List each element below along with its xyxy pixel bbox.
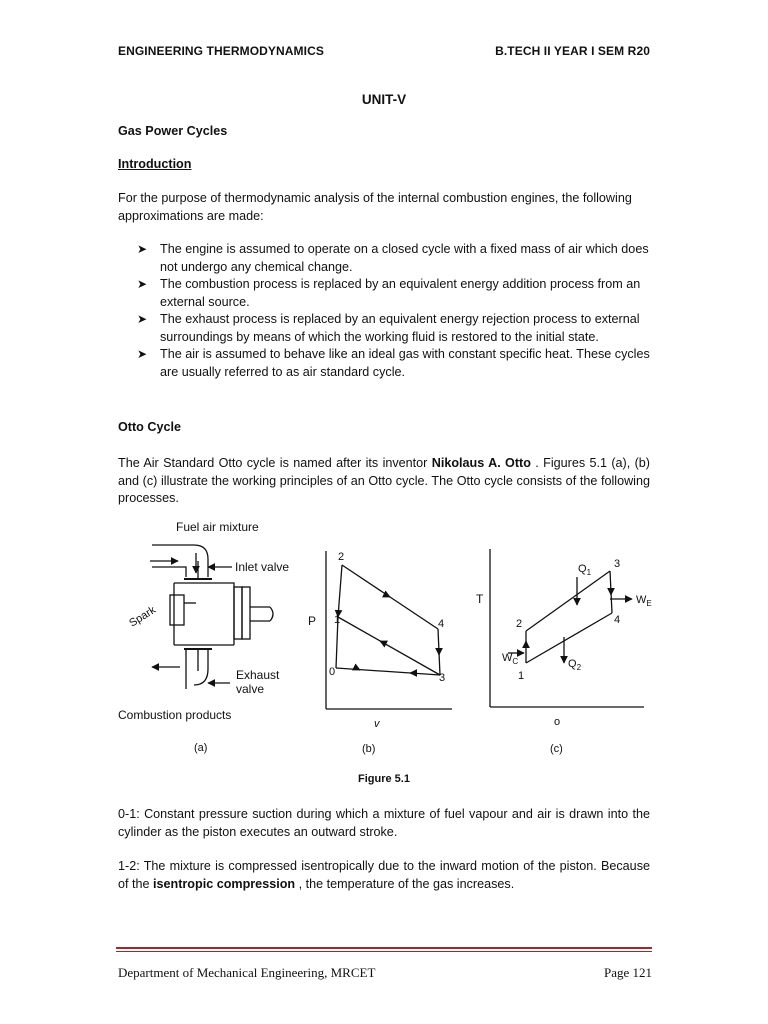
ts-label-we: $W_E$: [636, 594, 652, 608]
section-title: Gas Power Cycles: [118, 124, 228, 138]
process-1-2-text: [118, 858, 650, 893]
otto-paragraph: [118, 455, 650, 508]
ts-point-3: 3: [614, 558, 621, 570]
ts-label-q1: $Q_1$: [578, 563, 592, 577]
list-item-text: The air is assumed to behave like an ideal gas with constant specific heat. These cycles are usually referred to as air standard cycle.: [160, 347, 650, 379]
ts-point-4: 4: [614, 614, 621, 626]
pv-diagram: [308, 551, 452, 755]
footer-page-number: Page 121: [603, 965, 652, 980]
arrow-bullet-icon: ➤: [137, 277, 148, 291]
figure-otto-cycle: [112, 515, 672, 775]
otto-heading: Otto Cycle: [118, 420, 181, 434]
ts-axis-s: o: [554, 716, 561, 728]
footer-rule-thin: [116, 951, 652, 952]
ts-point-2: 2: [516, 618, 523, 630]
inventor-name: Nikolaus A. Otto: [431, 456, 531, 470]
list-item-text: The exhaust process is replaced by an equivalent energy rejection process to external surroundings by means of which the working fluid is restored to the initial state.: [160, 312, 640, 344]
header-course-title: ENGINEERING THERMODYNAMICS: [118, 44, 324, 58]
list-item-text: The engine is assumed to operate on a closed cycle with a fixed mass of air which does not undergo any chemical change.: [160, 242, 649, 274]
list-item: [137, 276, 650, 311]
otto-text-pre: The Air Standard Otto cycle is named after its inventor: [118, 456, 432, 470]
process-1-2-pre: 1-2: The mixture is compressed isentropically due to the inward motion of the piston. Because of the: [118, 859, 650, 891]
approximations-list: [137, 241, 650, 381]
engine-schematic: [118, 520, 289, 754]
list-item: [137, 346, 650, 381]
list-item: [137, 241, 650, 276]
list-item: [137, 311, 650, 346]
pv-axis-v: v: [374, 718, 380, 730]
panel-label-c: (c): [550, 743, 563, 755]
pv-point-3: 2: [338, 551, 345, 563]
label-valve: valve: [236, 682, 265, 696]
label-combustion-products: Combustion products: [118, 708, 232, 722]
intro-paragraph: For the purpose of thermodynamic analysis of the internal combustion engines, the following approximations are made:: [118, 191, 632, 223]
figure-caption: Figure 5.1: [358, 773, 410, 785]
arrow-bullet-icon: ➤: [137, 347, 148, 361]
header-semester: B.TECH II YEAR I SEM R20: [495, 44, 650, 58]
panel-label-a: (a): [194, 742, 208, 754]
list-item-text: The combustion process is replaced by an equivalent energy addition process from an external source.: [160, 277, 641, 309]
pv-point-1: 3: [439, 672, 446, 684]
arrow-bullet-icon: ➤: [137, 312, 148, 326]
label-inlet-valve: Inlet valve: [235, 560, 290, 574]
process-0-1-text: 0-1: Constant pressure suction during which a mixture of fuel vapour and air is drawn into the cylinder as the piston executes an outward stroke.: [118, 807, 650, 839]
footer-department: Department of Mechanical Engineering, MRCET: [118, 965, 376, 980]
arrow-bullet-icon: ➤: [137, 242, 148, 256]
isentropic-compression-term: isentropic compression: [153, 876, 296, 891]
process-1-2-post: , the temperature of the gas increases.: [295, 876, 515, 891]
intro-heading: Introduction: [118, 157, 192, 171]
pv-point-2: 1: [334, 614, 341, 626]
ts-label-q2: $Q_2$: [568, 658, 582, 672]
unit-title: UNIT-V: [361, 92, 407, 107]
pv-point-4: 4: [438, 618, 445, 630]
pv-axis-p: P: [308, 614, 317, 628]
ts-label-wc: $W_C$: [502, 652, 519, 666]
pv-point-0: 0: [329, 666, 336, 678]
panel-label-b: (b): [362, 743, 376, 755]
ts-axis-t: T: [476, 592, 484, 606]
footer-rule: [116, 947, 652, 949]
label-fuel-air: Fuel air mixture: [176, 520, 259, 534]
otto-text-post: . Figures 5.1 (a), (b) and (c) illustrate the working principles of an Otto cycle. The Otto cycle consists of the following processes.: [118, 456, 650, 505]
label-exhaust: Exhaust: [236, 668, 280, 682]
ts-diagram: [476, 549, 652, 755]
label-spark: Spark: [127, 604, 158, 630]
ts-point-1: 1: [518, 670, 525, 682]
